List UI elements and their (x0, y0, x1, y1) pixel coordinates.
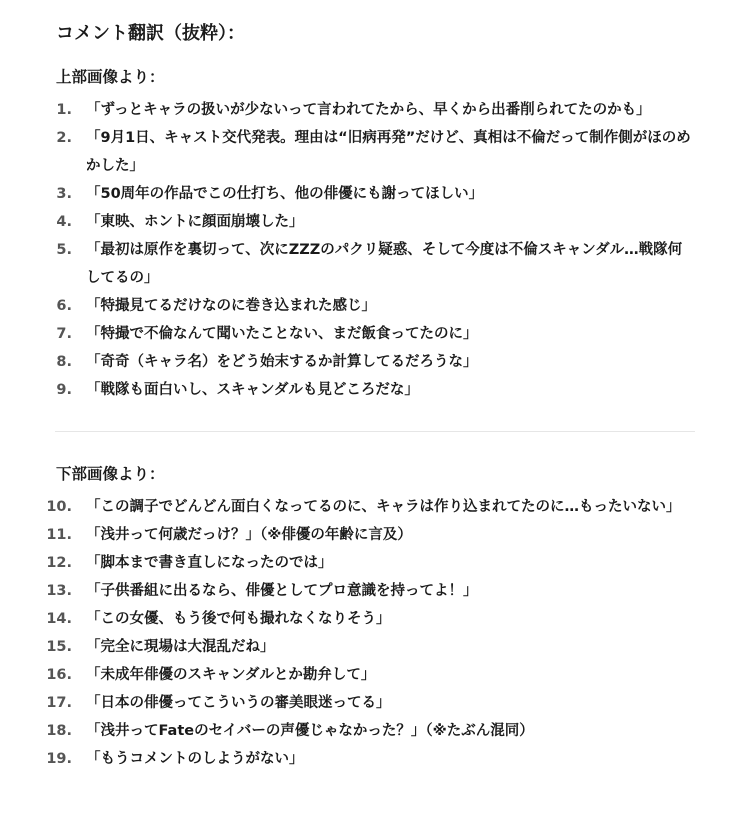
item-number: 8. (56, 354, 72, 370)
list-item (0, 689, 750, 717)
section-divider (55, 431, 695, 432)
list-item (0, 717, 750, 745)
comment-list-bottom (0, 493, 750, 773)
item-text: 「完全に現場は大混乱だね」 (86, 639, 275, 655)
list-item (0, 124, 750, 180)
item-number: 7. (56, 326, 72, 342)
item-number: 9. (56, 382, 72, 398)
list-item (0, 521, 750, 549)
item-number: 2. (56, 130, 72, 146)
section-heading-bottom: 下部画像より： (56, 465, 165, 483)
list-item (0, 661, 750, 689)
item-number: 4. (56, 214, 72, 230)
list-item (0, 180, 750, 208)
item-text: 「特撮見てるだけなのに巻き込まれた感じ」 (86, 298, 376, 314)
item-number: 11. (46, 527, 72, 543)
page-title: コメント翻訳（抜粋）： (56, 23, 245, 44)
item-text: 「特撮で不倫なんて聞いたことない、まだ飯食ってたのに」 (86, 326, 478, 342)
item-number: 15. (46, 639, 72, 655)
item-number: 12. (46, 555, 72, 571)
list-item (0, 96, 750, 124)
list-item (0, 745, 750, 773)
item-text: 「この調子でどんどん面白くなってるのに、キャラは作り込まれてたのに…もったいない」 (86, 499, 681, 515)
item-text: 「脚本まで書き直しになったのでは」 (86, 555, 333, 571)
list-item (0, 208, 750, 236)
list-item (0, 292, 750, 320)
item-number: 3. (56, 186, 72, 202)
section-heading-top: 上部画像より： (56, 68, 165, 86)
list-item (0, 236, 750, 292)
item-text: 「9月1日、キャスト交代発表。理由は“旧病再発”だけど、真相は不倫だって制作側がほのめかした」 (86, 130, 691, 174)
item-text: 「ずっとキャラの扱いが少ないって言われてたから、早くから出番削られてたのかも」 (86, 102, 651, 118)
item-number: 6. (56, 298, 72, 314)
item-number: 13. (46, 583, 72, 599)
list-item (0, 320, 750, 348)
list-item (0, 493, 750, 521)
item-number: 10. (46, 499, 72, 515)
item-number: 5. (56, 242, 72, 258)
item-text: 「戦隊も面白いし、スキャンダルも見どころだな」 (86, 382, 419, 398)
item-number: 1. (56, 102, 72, 118)
item-number: 18. (46, 723, 72, 739)
item-number: 17. (46, 695, 72, 711)
item-text: 「東映、ホントに顔面崩壊した」 (86, 214, 304, 230)
item-text: 「50周年の作品でこの仕打ち、他の俳優にも謝ってほしい」 (86, 186, 484, 202)
item-number: 19. (46, 751, 72, 767)
list-item (0, 605, 750, 633)
list-item (0, 376, 750, 404)
item-text: 「子供番組に出るなら、俳優としてプロ意識を持ってよ！」 (86, 583, 478, 599)
item-text: 「最初は原作を裏切って、次にZZZのパクリ疑惑、そして今度は不倫スキャンダル…戦隊何してるの」 (86, 242, 683, 286)
item-text: 「浅井ってFateのセイバーの声優じゃなかった？」（※たぶん混同） (86, 723, 534, 739)
list-item (0, 633, 750, 661)
item-text: 「日本の俳優ってこういうの審美眼迷ってる」 (86, 695, 391, 711)
list-item (0, 549, 750, 577)
list-item (0, 577, 750, 605)
item-text: 「未成年俳優のスキャンダルとか勘弁して」 (86, 667, 376, 683)
comment-list-top (0, 96, 750, 404)
item-number: 16. (46, 667, 72, 683)
item-text: 「浅井って何歳だっけ？」（※俳優の年齢に言及） (86, 527, 412, 543)
item-text: 「もうコメントのしようがない」 (86, 751, 304, 767)
list-item (0, 348, 750, 376)
item-text: 「この女優、もう後で何も撮れなくなりそう」 (86, 611, 391, 627)
item-text: 「奇奇（キャラ名）をどう始末するか計算してるだろうな」 (86, 354, 478, 370)
item-number: 14. (46, 611, 72, 627)
